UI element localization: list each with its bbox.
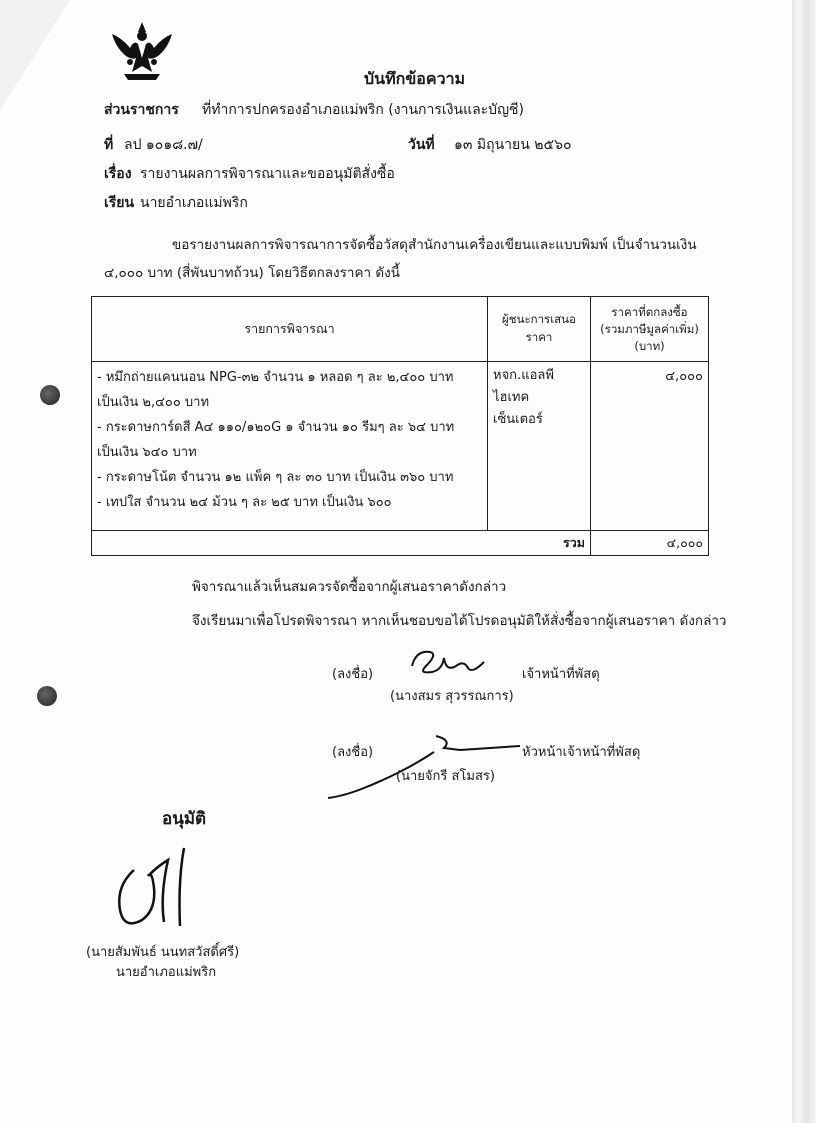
items-cell — [92, 362, 488, 531]
officer-title: เจ้าหน้าที่พัสดุ — [522, 667, 600, 682]
approval-signature — [108, 836, 218, 936]
header-winner: ผู้ชนะการเสนอราคา — [488, 297, 591, 362]
head-title: หัวหน้าเจ้าหน้าที่พัสดุ — [522, 745, 641, 760]
agency-value: ที่ทำการปกครองอำเภอแม่พริก (งานการเงินและบัญชี) — [202, 102, 524, 118]
agency-label: ส่วนราชการ — [104, 102, 179, 118]
officer-signature — [408, 644, 488, 684]
table-header-row — [92, 297, 709, 362]
list-item: - กระดาษโน้ต จำนวน ๑๒ แพ็ค ๆ ละ ๓๐ บาท เป็นเงิน ๓๖๐ บาท — [97, 470, 454, 485]
list-item: - เทปใส จำนวน ๒๔ ม้วน ๆ ละ ๒๕ บาท เป็นเงิน ๖๐๐ — [97, 495, 392, 510]
officer-name: (นางสมร สุวรรณการ) — [390, 689, 514, 704]
header-price-line2: (รวมภาษีมูลค่าเพิ่ม) — [600, 321, 699, 336]
list-item: - หมึกถ่ายแคนนอน NPG-๓๒ จำนวน ๑ หลอด ๆ ละ ๒,๔๐๐ บาท — [97, 370, 454, 385]
approver-name: (นายสัมพันธ์ นนทสวัสดิ์ศรี) — [86, 945, 240, 960]
garuda-emblem-icon — [108, 18, 176, 84]
total-row — [92, 531, 709, 556]
date-label: วันที่ — [408, 137, 435, 153]
list-item: เป็นเงิน ๖๔๐ บาท — [97, 445, 197, 460]
winner-line1: หจก.แอลพีไฮเทค — [493, 368, 554, 405]
conclusion-line1: พิจารณาแล้วเห็นสมควรจัดซื้อจากผู้เสนอราคาดังกล่าว — [192, 579, 507, 595]
header-price-line3: (บาท) — [634, 338, 665, 353]
subject-label: เรื่อง — [104, 166, 132, 182]
header-price — [591, 297, 709, 362]
approver-title: นายอำเภอแม่พริก — [116, 965, 217, 980]
body-paragraph-line1: ขอรายงานผลการพิจารณาการจัดซื้อวัสดุสำนักงานเครื่องเขียนและแบบพิมพ์ เป็นจำนวนเงิน — [172, 237, 697, 253]
price-cell: ๔,๐๐๐ — [591, 362, 709, 531]
approval-label: อนุมัติ — [162, 809, 207, 829]
purchase-table — [91, 296, 709, 556]
memo-title: บันทึกข้อความ — [364, 69, 466, 88]
ref-label: ที่ — [104, 137, 114, 153]
winner-line2: เซ็นเตอร์ — [493, 412, 543, 427]
punch-hole-top — [40, 385, 60, 405]
header-price-line1: ราคาที่ตกลงซื้อ — [611, 304, 688, 319]
header-items: รายการพิจารณา — [92, 297, 488, 362]
to-label: เรียน — [104, 195, 135, 211]
table-row — [92, 362, 709, 531]
date-value: ๑๓ มิถุนายน ๒๕๖๐ — [454, 137, 572, 153]
list-item: - กระดาษการ์ดสี A๔ ๑๑๐/๑๒๐G ๑ จำนวน ๑๐ รีมๆ ละ ๖๔ บาท — [97, 420, 455, 435]
head-name: (นายจักรี สโมสร) — [396, 769, 495, 784]
paper-edge — [792, 0, 816, 1123]
signature-prefix: (ลงชื่อ) — [332, 667, 374, 682]
conclusion-line2: จึงเรียนมาเพื่อโปรดพิจารณา หากเห็นชอบขอได้โปรดอนุมัติให้สั่งซื้อจากผู้เสนอราคา ดังกล่าว — [192, 613, 727, 629]
winner-cell — [488, 362, 591, 531]
total-value: ๔,๐๐๐ — [591, 531, 709, 556]
subject-value: รายงานผลการพิจารณาและขออนุมัติสั่งซื้อ — [140, 166, 395, 182]
folded-corner — [0, 0, 70, 110]
signature-prefix-2: (ลงชื่อ) — [332, 745, 374, 760]
body-paragraph-line2: ๔,๐๐๐ บาท (สี่พันบาทถ้วน) โดยวิธีตกลงราคา ดังนี้ — [104, 265, 400, 281]
list-item: เป็นเงิน ๒,๔๐๐ บาท — [97, 395, 210, 410]
ref-value: ลป ๑๐๑๘.๗/ — [124, 137, 203, 153]
to-value: นายอำเภอแม่พริก — [140, 195, 248, 211]
punch-hole-bottom — [37, 686, 57, 706]
total-label: รวม — [92, 531, 591, 556]
